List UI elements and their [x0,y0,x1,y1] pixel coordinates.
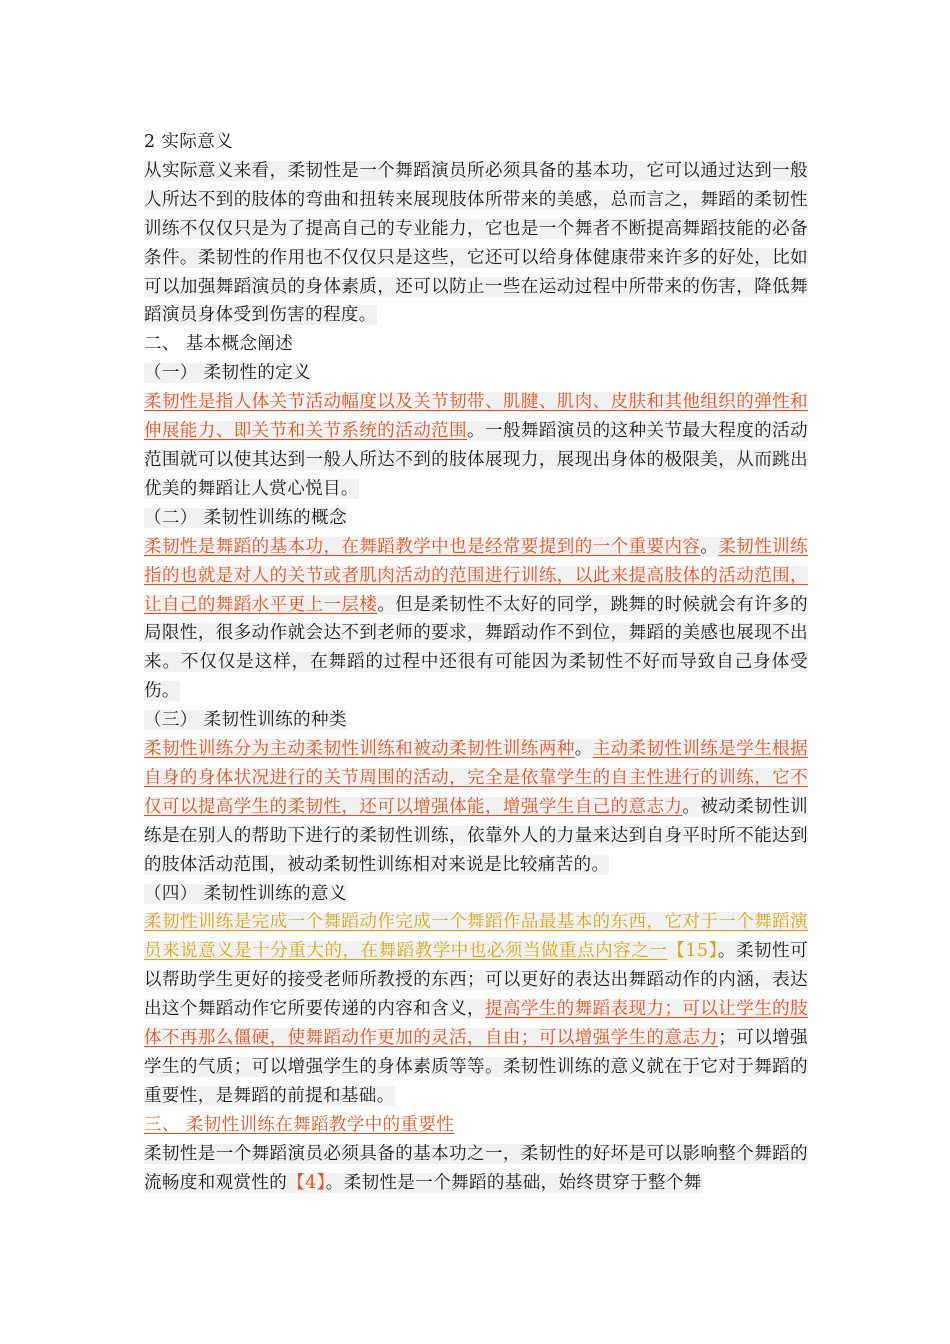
subheading-text: （三） 柔韧性训练的种类 [144,710,347,731]
paragraph-definition [144,388,808,504]
subheading-text: （二） 柔韧性训练的概念 [144,507,347,528]
document-page [144,128,808,1198]
subheading-training-concept [144,504,808,533]
citation-reference: 【15】 [667,941,718,962]
paragraph-text: ；可以增强学生的气质；可以增强学生的身体素质等等。柔韧性训练的意义就在于它对于舞蹈的重要性，是舞蹈的前提和基础。 [144,1028,808,1106]
paragraph-practical-meaning [144,157,808,330]
highlighted-text: 提高学生的舞蹈表现力；可以让学生的肢体不再那么僵硬，使舞蹈动作更加的灵活，自由；可以增强学生的意志力 [144,999,808,1049]
separator-text: 。 [700,536,719,557]
paragraph-text: 从实际意义来看，柔韧性是一个舞蹈演员所必须具备的基本功，它可以通过达到一般人所达不到的肢体的弯曲和扭转来展现肢体所带来的美感，总而言之，舞蹈的柔韧性训练不仅仅只是为了提高自己的专业能力，它也是一个舞者不断提高舞蹈技能的必备条件。柔韧性的作用也不仅仅只是这些，它还可以给身体健康带来许多的好处，比如可以加强舞蹈演员的身体素质，还可以防止一些在运动过程中所带来的伤害，降低舞蹈演员身体受到伤害的程度。 [144,160,808,326]
paragraph-text: 柔韧性是一个舞蹈演员必须具备的基本功之一，柔韧性的好坏是可以影响整个舞蹈的流畅度和观赏性的 [144,1143,808,1193]
highlighted-text: 柔韧性是舞蹈的基本功，在舞蹈教学中也是经常要提到的一个重要内容 [144,536,701,557]
highlighted-text: 柔韧性训练分为主动柔韧性训练和被动柔韧性训练两种 [144,739,575,760]
paragraph-text: 。柔韧性可以帮助学生更好的接受老师所教授的东西；可以更好的表达出舞蹈动作的内涵，表达出这个舞蹈动作它所要传递的内容和含义， [144,941,808,1020]
paragraph-training-concept [144,533,808,706]
section-heading-practical-meaning: 2 实际意义 [144,132,234,152]
highlighted-text: 柔韧性是指人体关节活动幅度以及关节韧带、肌腱、肌肉、皮肤和其他组织的弹性和伸展能力、即关节和关节系统的活动范围 [144,392,808,442]
highlighted-text: 主动柔韧性训练是学生根据自身的身体状况进行的关节周围的活动，完全是依靠学生的自主性进行的训练，它不仅可以提高学生的柔韧性，还可以增强体能，增强学生自己的意志力 [144,739,808,817]
subheading-definition [144,359,808,388]
chapter-heading-text: 三、 柔韧性训练在舞蹈教学中的重要性 [144,1114,455,1135]
citation-reference: 【4】 [287,1172,326,1193]
paragraph-text: 。但是柔韧性不太好的同学，跳舞的时候就会有许多的局限性，很多动作就会达不到老师的要求，舞蹈动作不到位，舞蹈的美感也展现不出来。不仅仅是这样，在舞蹈的过程中还很有可能因为柔韧性不好而导致自己身体受伤。 [144,594,808,702]
paragraph-training-types [144,735,808,880]
subheading-text: （四） 柔韧性训练的意义 [144,883,347,904]
separator-text: 。 [574,739,593,760]
subheading-text: （一） 柔韧性的定义 [144,363,312,384]
paragraph-training-meaning [144,908,808,1110]
paragraph-importance [144,1140,808,1198]
highlighted-text: 柔韧性训练是完成一个舞蹈动作完成一个舞蹈作品最基本的东西，它对于一个舞蹈演员来说意义是十分重大的，在舞蹈教学中也必须当做重点内容之一 [144,912,808,962]
chapter-heading-importance [144,1111,808,1140]
highlighted-text: 柔韧性训练指的也就是对人的关节或者肌肉活动的范围进行训练，以此来提高肢体的活动范围，让自己的舞蹈水平更上一层楼 [144,536,808,615]
subheading-training-types [144,706,808,735]
paragraph-text: 。一般舞蹈演员的这种关节最大程度的活动范围就可以使其达到一般人所达不到的肢体展现力，展现出身体的极限美，从而跳出优美的舞蹈让人赏心悦目。 [144,421,808,499]
subheading-training-meaning [144,880,808,909]
paragraph-text: 。柔韧性是一个舞蹈的基础，始终贯穿于整个舞 [325,1172,702,1193]
paragraph-text: 。被动柔韧性训练是在别人的帮助下进行的柔韧性训练，依靠外人的力量来达到自身平时所不能达到的肢体活动范围，被动柔韧性训练相对来说是比较痛苦的。 [144,796,808,875]
chapter-heading-basic-concepts: 二、 基本概念阐述 [144,334,294,355]
